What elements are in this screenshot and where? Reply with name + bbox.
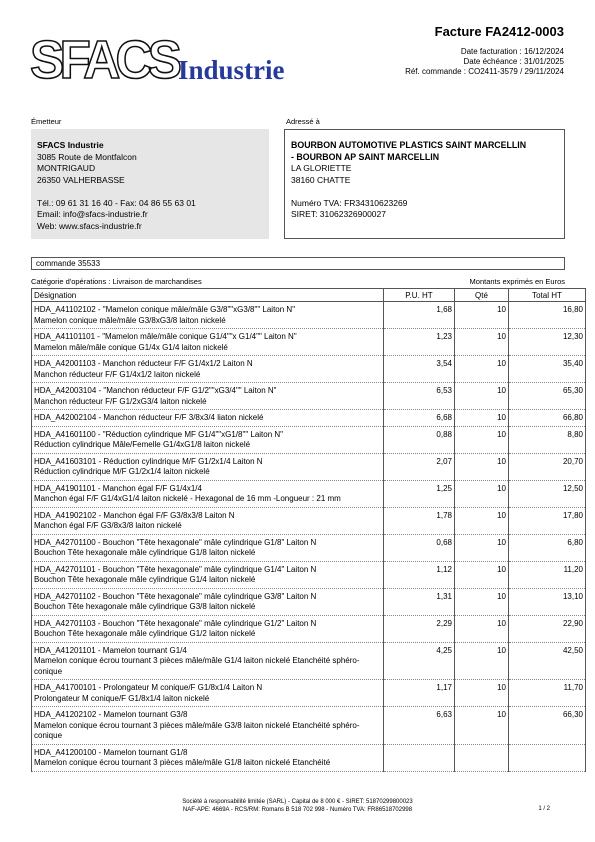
item-quantity: 10 [455,707,509,745]
item-designation [32,410,384,427]
item-total: 13,10 [509,588,586,615]
item-reference: HDA_A42002104 - Manchon réducteur F/F 3/8x3/4 liaton nickelé [34,413,264,422]
item-quantity: 10 [455,329,509,356]
table-row [32,615,586,642]
item-quantity: 10 [455,615,509,642]
table-row [32,426,586,453]
item-description: Prolongateur M conique/F G1/8x1/4 laiton nickelé [34,693,210,703]
item-description: Bouchon Tête hexagonale mâle cylindrique G3/8 laiton nickelé [34,602,256,611]
table-header-row [32,289,586,302]
item-total: 17,80 [509,507,586,534]
footer-line-2: NAF-APE: 4669A - RCS/RM: Romans B 518 702 998 - Numéro TVA: FR86518702998 [182,807,413,813]
emitter-web: Web: www.sfacs-industrie.fr [37,220,142,231]
legal-footer [0,798,595,814]
invoice-meta [405,47,564,77]
table-row [32,356,586,383]
item-quantity: 10 [455,453,509,480]
table-row [32,329,586,356]
emitter-label: Émetteur [31,117,62,126]
item-designation [32,642,384,680]
item-description: Manchon égal F/F G3/8x3/8 laiton nickelé [34,521,182,530]
logo-sub-text: Industrie [178,55,285,85]
item-description: Réduction cylindrique M/F G1/2x1/4 laiton nickelé [34,467,210,476]
header-quantity: Qté [455,289,509,302]
item-reference: HDA_A41101101 - "Mamelon mâle/mâle conique G1/4""x G1/4"" Laiton N" [34,332,297,341]
table-row [32,410,586,427]
emitter-address-3: 26350 VALHERBASSE [37,174,125,185]
item-designation [32,744,384,771]
item-total: 35,40 [509,356,586,383]
table-row [32,744,586,771]
item-designation [32,680,384,707]
item-designation [32,507,384,534]
emitter-name: SFACS Industrie [37,140,104,150]
item-description: Bouchon Tête hexagonale mâle cylindrique G1/8 laiton nickelé [34,548,256,557]
item-designation [32,588,384,615]
item-unit-price: 1,31 [384,588,455,615]
item-total: 6,80 [509,534,586,561]
item-description: Réduction cylindrique Mâle/Femelle G1/4xG1/8 laiton nickelé [34,440,251,449]
item-quantity: 10 [455,561,509,588]
recipient-name-1: BOURBON AUTOMOTIVE PLASTICS SAINT MARCELLIN [291,140,527,150]
table-row [32,534,586,561]
company-logo [30,32,290,88]
table-row [32,680,586,707]
item-unit-price: 2,29 [384,615,455,642]
invoice-date: Date facturation : 16/12/2024 [460,47,564,56]
item-unit-price: 2,07 [384,453,455,480]
emitter-email: Email: info@sfacs-industrie.fr [37,209,148,219]
item-description: Mamelon conique écrou tournant 3 pièces mâle/mâle G1/4 laiton nickelé Etanchéité sphéro-conique [34,656,360,676]
recipient-box [284,129,565,239]
table-row [32,302,586,329]
table-row [32,561,586,588]
item-reference: HDA_A41901101 - Manchon égal F/F G1/4x1/4 [34,483,202,493]
item-total: 11,70 [509,680,586,707]
item-total: 65,30 [509,383,586,410]
item-unit-price: 1,68 [384,302,455,329]
header-total: Total HT [509,289,586,302]
operation-category: Catégorie d'opérations : Livraison de marchandises [31,277,202,286]
item-designation [32,356,384,383]
item-unit-price: 1,25 [384,480,455,507]
item-description: Mamelon mâle/mâle conique G1/4x G1/4 laiton nickelé [34,342,228,352]
item-description: Bouchon Tête hexagonale mâle cylindrique G1/4 laiton nickelé [34,575,256,584]
item-quantity: 10 [455,642,509,680]
item-total: 12,50 [509,480,586,507]
table-row [32,507,586,534]
item-quantity: 10 [455,680,509,707]
item-total: 8,80 [509,426,586,453]
item-designation [32,707,384,745]
item-designation [32,329,384,356]
item-quantity: 10 [455,356,509,383]
item-reference: HDA_A42701102 - Bouchon "Tête hexagonale" mâle cylindrique G3/8" Laiton N [34,591,317,601]
category-line [31,277,565,286]
table-row [32,480,586,507]
recipient-vat: Numéro TVA: FR34310623269 [291,197,408,208]
item-quantity: 10 [455,534,509,561]
item-reference: HDA_A41603101 - Réduction cylindrique M/F G1/2x1/4 Laiton N [34,456,263,466]
item-total: 66,80 [509,410,586,427]
item-designation [32,480,384,507]
item-unit-price: 6,68 [384,410,455,427]
item-reference: HDA_A41902102 - Manchon égal F/F G3/8x3/8 Laiton N [34,510,235,520]
logo-main-text: SFACS [30,32,178,88]
table-row [32,383,586,410]
item-total: 20,70 [509,453,586,480]
recipient-label: Adressé à [286,117,320,126]
emitter-box [31,129,269,239]
item-reference: HDA_A42003104 - "Manchon réducteur F/F G1/2""xG3/4"" Laiton N" [34,386,277,395]
item-reference: HDA_A41201101 - Mamelon tournant G1/4 [34,645,187,655]
item-reference: HDA_A42701103 - Bouchon "Tête hexagonale" mâle cylindrique G1/2" Laiton N [34,618,317,628]
item-reference: HDA_A41102102 - "Mamelon conique mâle/mâle G3/8""xG3/8"" Laiton N" [34,305,296,314]
item-quantity: 10 [455,410,509,427]
item-unit-price: 0,68 [384,534,455,561]
header-designation: Désignation [32,289,384,302]
items-table [31,288,586,772]
item-unit-price: 0,88 [384,426,455,453]
item-designation [32,615,384,642]
item-designation [32,534,384,561]
item-designation [32,453,384,480]
emitter-phone: Tél.: 09 61 31 16 40 - Fax: 04 86 55 63 01 [37,197,196,208]
item-total: 11,20 [509,561,586,588]
invoice-order-ref: Réf. commande : CO2411-3579 / 29/11/2024 [405,67,564,76]
item-quantity: 10 [455,588,509,615]
item-unit-price: 3,54 [384,356,455,383]
page-number: 1 / 2 [538,806,550,812]
currency-note: Montants exprimés en Euros [469,277,565,286]
table-row [32,588,586,615]
item-quantity: 10 [455,426,509,453]
item-quantity: 10 [455,480,509,507]
item-reference: HDA_A41202102 - Mamelon tournant G3/8 [34,710,188,719]
item-reference: HDA_A42701101 - Bouchon "Tête hexagonale" mâle cylindrique G1/4" Laiton N [34,564,317,574]
table-row [32,642,586,680]
emitter-address-2: MONTRIGAUD [37,163,96,173]
item-designation [32,426,384,453]
item-total: 16,80 [509,302,586,329]
item-unit-price: 6,63 [384,707,455,745]
item-description: Bouchon Tête hexagonale mâle cylindrique G1/2 laiton nickelé [34,629,256,638]
item-unit-price: 1,12 [384,561,455,588]
recipient-address-1: LA GLORIETTE [291,163,352,173]
item-total [509,744,586,771]
item-unit-price: 1,78 [384,507,455,534]
table-row [32,453,586,480]
invoice-title: Facture FA2412-0003 [434,24,564,39]
item-quantity: 10 [455,507,509,534]
header-unit-price: P.U. HT [384,289,455,302]
item-unit-price [384,744,455,771]
item-total: 22,90 [509,615,586,642]
item-total: 12,30 [509,329,586,356]
item-total: 66,30 [509,707,586,745]
item-quantity: 10 [455,383,509,410]
item-reference: HDA_A42701100 - Bouchon "Tête hexagonale" mâle cylindrique G1/8" Laiton N [34,537,317,547]
item-unit-price: 1,23 [384,329,455,356]
item-reference: HDA_A41601100 - "Réduction cylindrique MF G1/4""xG1/8"" Laiton N" [34,429,284,439]
item-quantity [455,744,509,771]
item-unit-price: 6,53 [384,383,455,410]
item-unit-price: 4,25 [384,642,455,680]
item-reference: HDA_A41700101 - Prolongateur M conique/F G1/8x1/4 Laiton N [34,683,263,692]
item-reference: HDA_A42001103 - Manchon réducteur F/F G1/4x1/2 Laiton N [34,359,253,368]
invoice-due-date: Date échéance : 31/01/2025 [463,57,564,66]
item-total: 42,50 [509,642,586,680]
footer-line-1: Société à responsabilité limitée (SARL) - Capital de 8 000 € - SIRET: 51870299800023 [182,799,413,805]
item-designation [32,302,384,329]
item-description: Manchon égal F/F G1/4xG1/4 laiton nickelé - Hexagonal de 16 mm -Longueur : 21 mm [34,494,341,503]
command-ref: commande 35533 [31,257,565,270]
item-unit-price: 1,17 [384,680,455,707]
item-description: Mamelon conique écrou tournant 3 pièces mâle/mâle G3/8 laiton nickelé Etanchéité sphéro-conique [34,720,360,740]
recipient-address-2: 38160 CHATTE [291,174,351,185]
item-designation [32,561,384,588]
item-description: Manchon réducteur F/F G1/4x1/2 laiton nickelé [34,369,201,379]
item-description: Mamelon conique mâle/mâle G3/8xG3/8 laiton nickelé [34,315,226,325]
recipient-name-2: - BOURBON AP SAINT MARCELLIN [291,151,440,162]
table-row [32,707,586,745]
item-description: Mamelon conique écrou tournant 3 pièces mâle/mâle G1/8 laiton nickelé Etanchéité [34,758,331,767]
item-quantity: 10 [455,302,509,329]
item-designation [32,383,384,410]
recipient-siret: SIRET: 31062326900027 [291,209,386,219]
item-reference: HDA_A41200100 - Mamelon tournant G1/8 [34,747,188,757]
item-description: Manchon réducteur F/F G1/2xG3/4 laiton nickelé [34,396,207,406]
emitter-address-1: 3085 Route de Montfalcon [37,151,137,162]
